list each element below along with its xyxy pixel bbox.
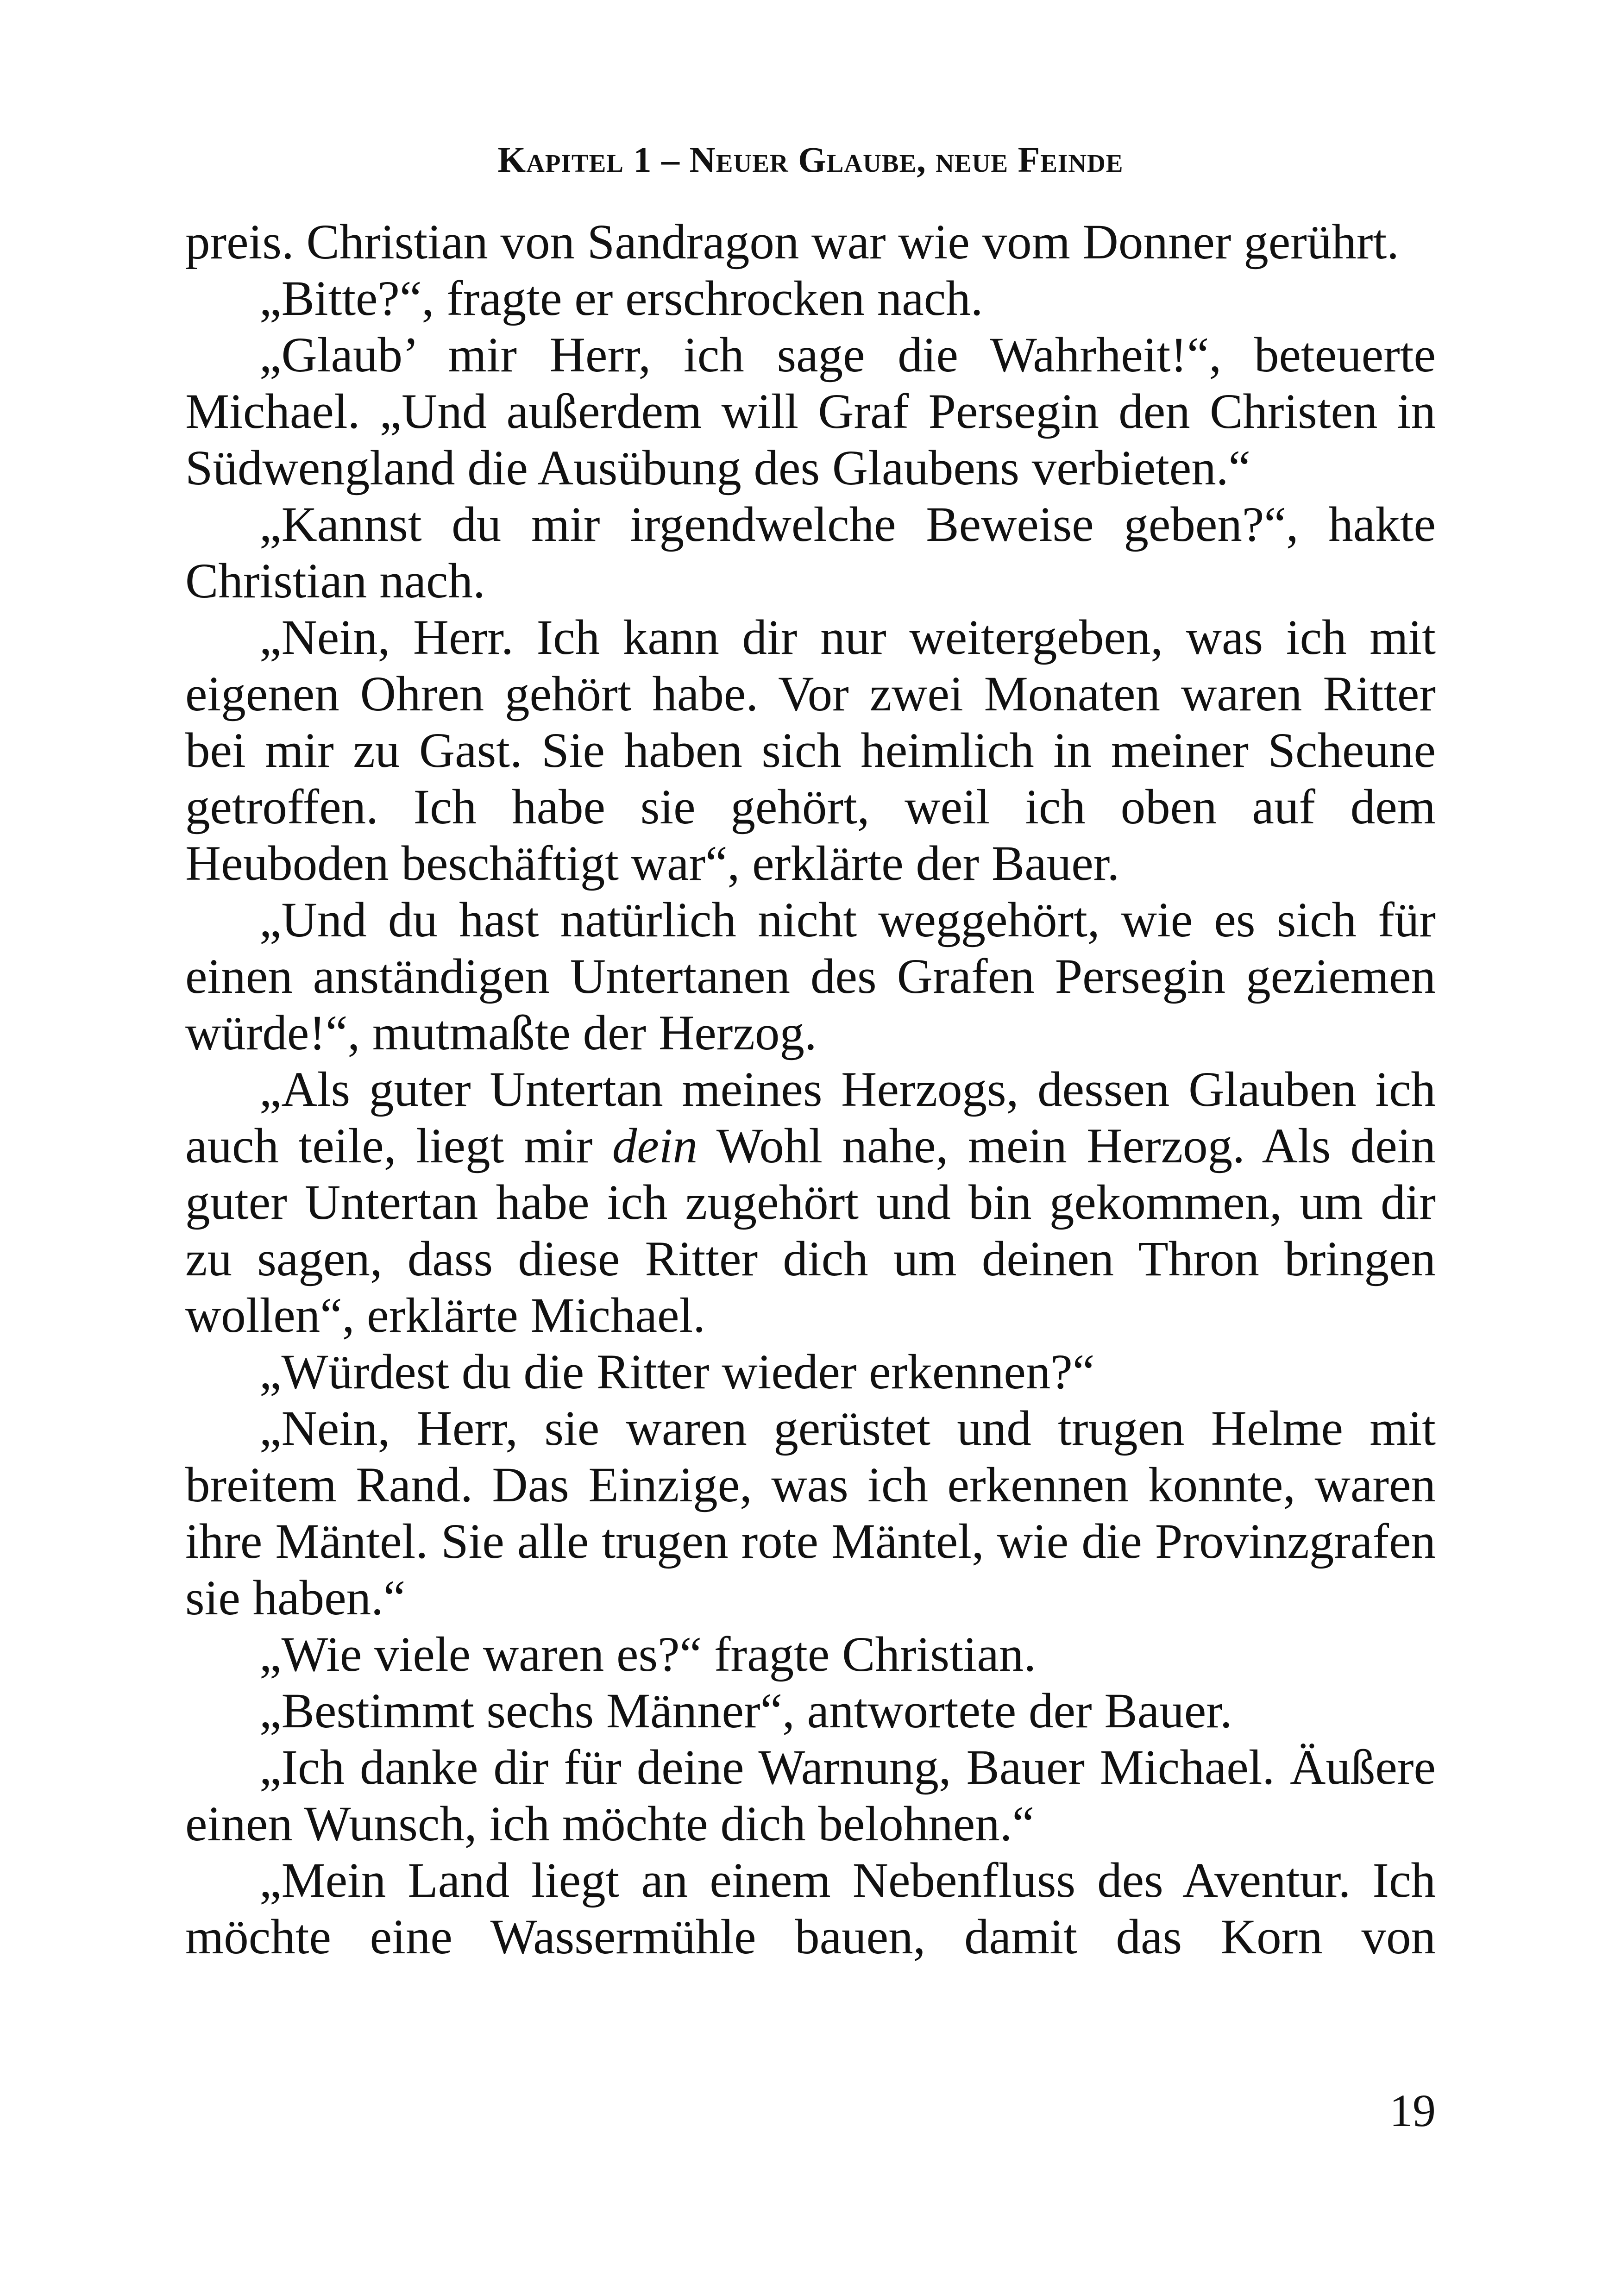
paragraph-12: „Ich danke dir für deine Warnung, Bauer Michael. Äußere einen Wunsch, ich möchte dich belohnen.“ [185,1740,1436,1851]
paragraph-7-emphasis: dein [612,1119,698,1173]
paragraph-3: „Glaub’ mir Herr, ich sage die Wahrheit!“, beteuerte Michael. „Und außerdem will Graf Persegin den Christen in Südwengland die Ausübung des Glaubens verbieten.“ [185,328,1436,496]
paragraph-6: „Und du hast natürlich nicht weggehört, wie es sich für einen anständigen Untertanen des Grafen Persegin geziemen würde!“, mutmaßte der Herzog. [185,893,1436,1060]
body-text [185,214,1436,1965]
paragraph-11: „Bestimmt sechs Männer“, antwortete der Bauer. [259,1684,1232,1738]
running-head: Kapitel 1 – Neuer Glaube, neue Feinde [497,139,1124,180]
paragraph-5: „Nein, Herr. Ich kann dir nur weitergeben, was ich mit eigenen Ohren gehört habe. Vor zwei Monaten waren Ritter bei mir zu Gast. Sie haben sich heimlich in meiner Scheune getroffen. Ich habe sie gehört, weil ich oben auf dem Heuboden beschäftigt war“, erklärte der Bauer. [185,610,1436,891]
paragraph-10: „Wie viele waren es?“ fragte Christian. [259,1627,1037,1682]
page-number: 19 [1389,2085,1436,2136]
paragraph-8: „Würdest du die Ritter wieder erkennen?“ [259,1345,1095,1399]
paragraph-1: preis. Christian von Sandragon war wie vom Donner gerührt. [185,215,1399,270]
paragraph-7-text-before: „Als guter Untertan meines Herzogs, dessen Glauben ich auch teile, liegt mir [185,1062,1436,1173]
paragraph-9: „Nein, Herr, sie waren gerüstet und trugen Helme mit breitem Rand. Das Einzige, was ich erkennen konnte, waren ihre Mäntel. Sie alle trugen rote Mäntel, wie die Provinzgrafen sie haben.“ [185,1401,1436,1625]
paragraph-2: „Bitte?“, fragte er erschrocken nach. [259,271,983,326]
paragraph-13: „Mein Land liegt an einem Nebenfluss des Aventur. Ich möchte eine Wassermühle bauen, damit das Korn von [185,1853,1436,1964]
paragraph-7 [185,1061,1436,1344]
paragraph-7-text-after: Wohl nahe, mein Herzog. Als dein guter Untertan habe ich zugehört und bin gekommen, um dir zu sagen, dass diese Ritter dich um deinen Thron bringen wollen“, erklärte Michael. [185,1119,1436,1343]
paragraph-4: „Kannst du mir irgendwelche Beweise geben?“, hakte Christian nach. [185,497,1436,609]
